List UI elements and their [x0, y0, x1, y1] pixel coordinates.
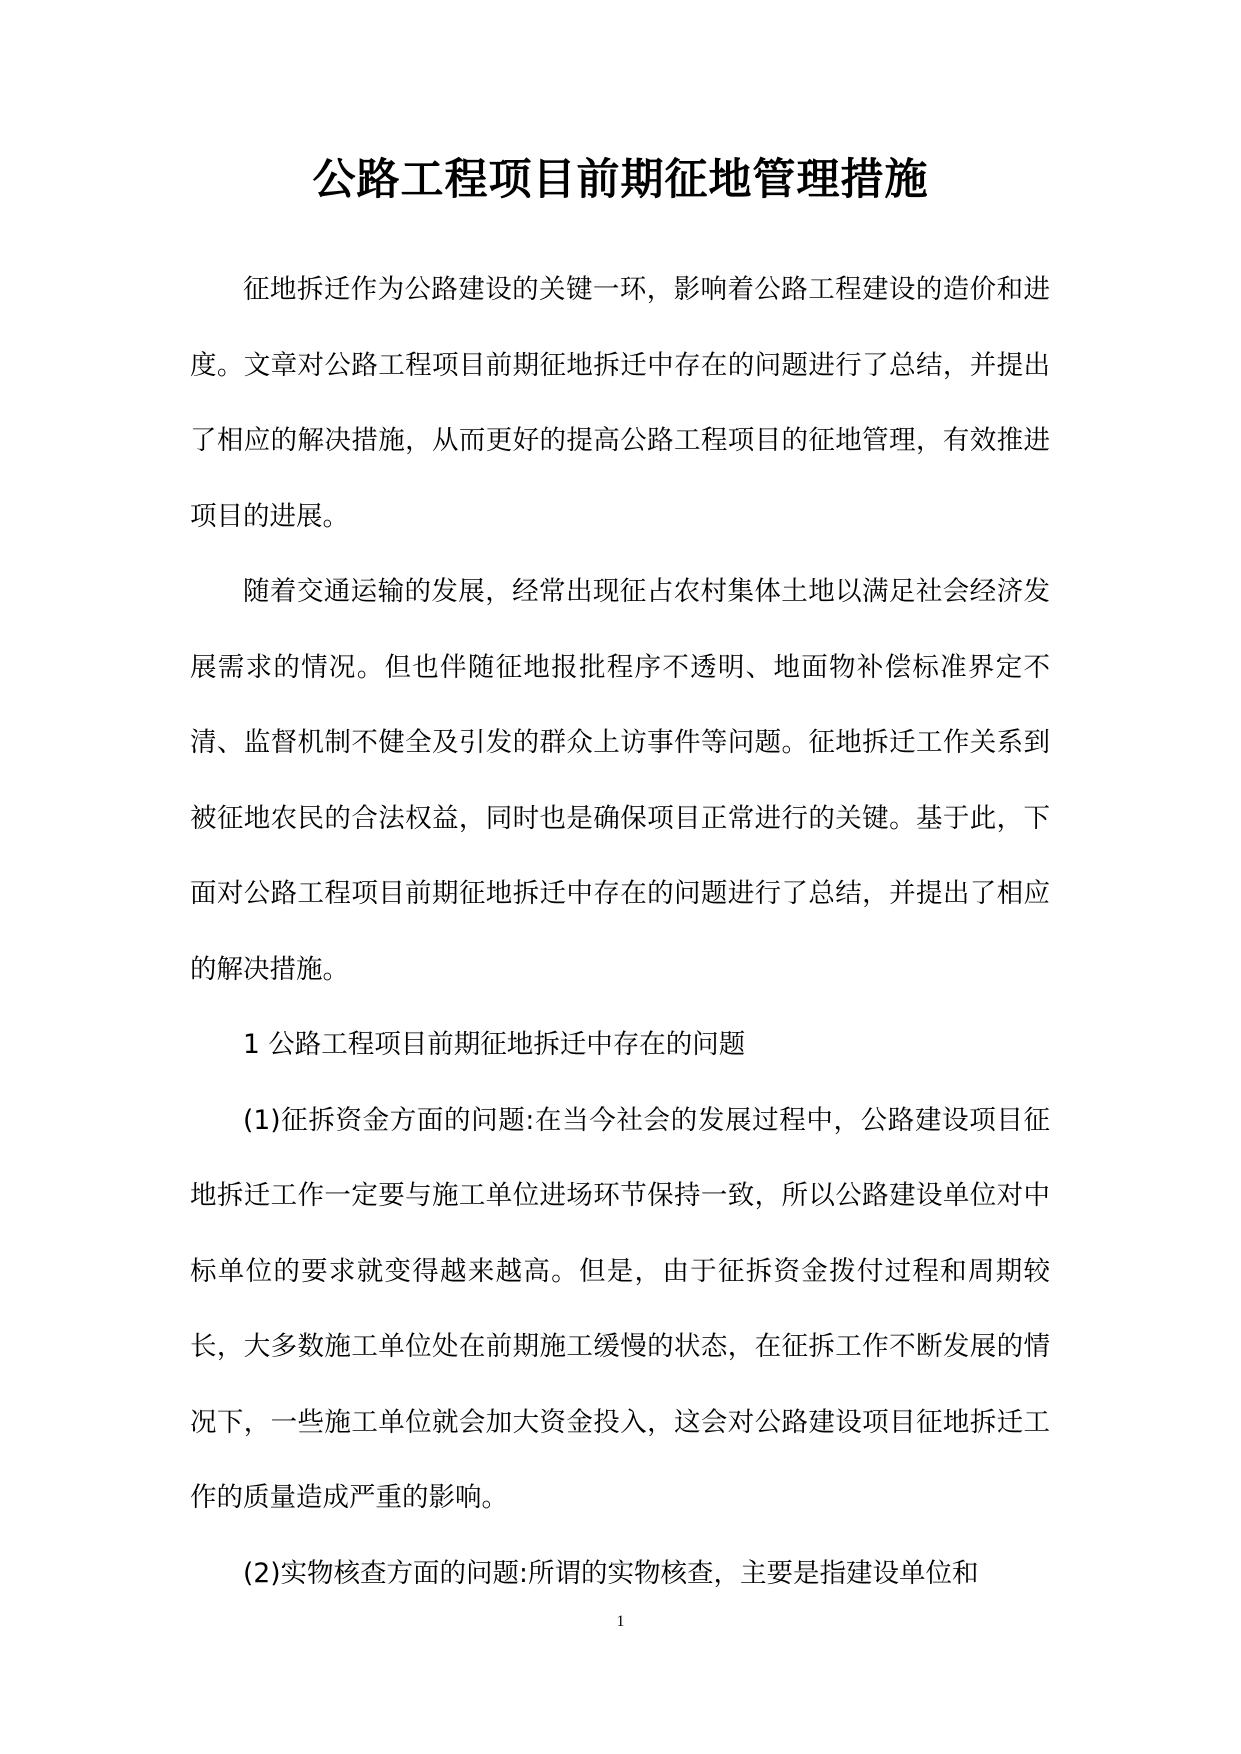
paragraph-issue-2: (2)实物核查方面的问题:所谓的实物核查，主要是指建设单位和 [243, 1557, 979, 1589]
document-body [190, 252, 1050, 1611]
paragraph-abstract: 征地拆迁作为公路建设的关键一环，影响着公路工程建设的造价和进度。文章对公路工程项目前期征地拆迁中存在的问题进行了总结，并提出了相应的解决措施，从而更好的提高公路工程项目的征地管理，有效推进项目的进展。 [190, 274, 1050, 532]
paragraph-issue-1: (1)征拆资金方面的问题:在当今社会的发展过程中，公路建设项目征地拆迁工作一定要与施工单位进场环节保持一致，所以公路建设单位对中标单位的要求就变得越来越高。但是，由于征拆资金拨付过程和周期较长，大多数施工单位处在前期施工缓慢的状态，在征拆工作不断发展的情况下，一些施工单位就会加大资金投入，这会对公路建设项目征地拆迁工作的质量造成严重的影响。 [190, 1104, 1050, 1513]
paragraph-introduction: 随着交通运输的发展，经常出现征占农村集体土地以满足社会经济发展需求的情况。但也伴随征地报批程序不透明、地面物补偿标准界定不清、监督机制不健全及引发的群众上访事件等问题。征地拆迁工作关系到被征地农民的合法权益，同时也是确保项目正常进行的关键。基于此，下面对公路工程项目前期征地拆迁中存在的问题进行了总结，并提出了相应的解决措施。 [190, 576, 1050, 985]
page-number: 1 [616, 1613, 625, 1630]
section-heading-1: 1 公路工程项目前期征地拆迁中存在的问题 [243, 1029, 746, 1060]
page-title: 公路工程项目前期征地管理措施 [312, 155, 929, 205]
